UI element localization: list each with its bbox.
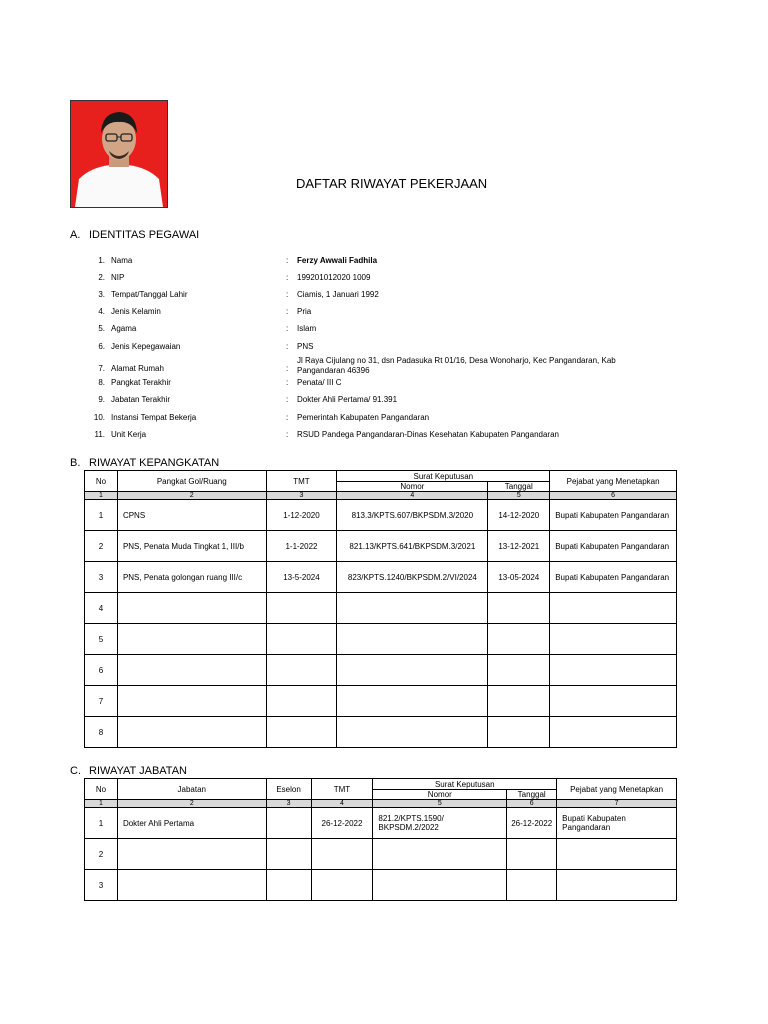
col-header-no: No — [85, 779, 118, 800]
identity-colon: : — [286, 273, 289, 282]
column-index-cell: 1 — [85, 492, 118, 500]
column-index-cell: 2 — [117, 800, 266, 808]
identity-number: 6. — [98, 342, 105, 351]
cell-pangkat: PNS, Penata golongan ruang III/c — [117, 562, 266, 593]
table-row — [85, 870, 677, 901]
cell-no: 6 — [85, 655, 118, 686]
identity-label: NIP — [111, 273, 125, 282]
page-title: DAFTAR RIWAYAT PEKERJAAN — [296, 176, 488, 191]
col-header-pangkat: Pangkat Gol/Ruang — [117, 471, 266, 492]
cell-pejabat — [557, 870, 677, 901]
column-index-cell: 5 — [488, 492, 550, 500]
cell-nomor: 821.2/KPTS.1590/ BKPSDM.2/2022 — [373, 808, 507, 839]
identity-row — [0, 256, 768, 274]
cell-pejabat — [557, 839, 677, 870]
identity-value: 199201012020 1009 — [297, 273, 371, 282]
identity-row — [0, 413, 768, 431]
cell-tanggal — [488, 686, 550, 717]
table-row — [85, 686, 677, 717]
cell-pejabat: Bupati Kabupaten Pangandaran — [550, 500, 677, 531]
identity-number: 10. — [93, 413, 105, 422]
cell-pangkat — [117, 624, 266, 655]
identity-number: 2. — [98, 273, 105, 282]
identity-label: Tempat/Tanggal Lahir — [111, 290, 188, 299]
cell-tmt — [266, 717, 337, 748]
cell-eselon — [266, 808, 311, 839]
col-header-tmt: TMT — [266, 471, 337, 492]
cell-tmt — [311, 870, 373, 901]
identity-value: Pemerintah Kabupaten Pangandaran — [297, 413, 430, 422]
identity-row — [0, 273, 768, 291]
cell-nomor — [337, 624, 488, 655]
cell-tanggal — [507, 870, 557, 901]
identity-colon: : — [286, 364, 289, 373]
identity-colon: : — [286, 307, 289, 316]
identity-number: 1. — [98, 256, 105, 265]
cell-tanggal — [488, 655, 550, 686]
col-header-eselon: Eselon — [266, 779, 311, 800]
cell-no: 8 — [85, 717, 118, 748]
cell-tmt — [266, 593, 337, 624]
cell-tmt — [311, 839, 373, 870]
cell-eselon — [266, 839, 311, 870]
cell-tanggal — [488, 717, 550, 748]
identity-number: 7. — [98, 364, 105, 373]
cell-pangkat — [117, 686, 266, 717]
table-row — [85, 531, 677, 562]
col-header-tanggal: Tanggal — [507, 790, 557, 800]
cell-pangkat — [117, 655, 266, 686]
identity-label: Pangkat Terakhir — [111, 378, 171, 387]
cell-nomor: 821.13/KPTS.641/BKPSDM.3/2021 — [337, 531, 488, 562]
table-row — [85, 839, 677, 870]
cell-tanggal: 13-12-2021 — [488, 531, 550, 562]
person-photo-icon — [70, 100, 168, 208]
identity-colon: : — [286, 378, 289, 387]
identity-value: Dokter Ahli Pertama/ 91.391 — [297, 395, 398, 404]
identity-colon: : — [286, 324, 289, 333]
cell-tmt — [266, 686, 337, 717]
identity-value: Islam — [297, 324, 317, 333]
column-index-cell: 4 — [311, 800, 373, 808]
identity-label: Alamat Rumah — [111, 364, 164, 373]
col-header-surat-keputusan: Surat Keputusan — [337, 471, 550, 482]
identity-colon: : — [286, 430, 289, 439]
column-index-row — [85, 492, 677, 500]
identity-row — [0, 356, 768, 374]
identity-colon: : — [286, 413, 289, 422]
kepangkatan-table — [84, 470, 677, 748]
column-index-cell: 6 — [550, 492, 677, 500]
cell-nomor — [337, 593, 488, 624]
col-header-tmt: TMT — [311, 779, 373, 800]
column-index-row — [85, 800, 677, 808]
cell-jabatan: Dokter Ahli Pertama — [117, 808, 266, 839]
cell-nomor: 813.3/KPTS.607/BKPSDM.3/2020 — [337, 500, 488, 531]
cell-nomor — [337, 717, 488, 748]
identity-colon: : — [286, 342, 289, 351]
cell-tmt: 1-1-2022 — [266, 531, 337, 562]
identity-label: Unit Kerja — [111, 430, 147, 439]
identity-value: Jl Raya Cijulang no 31, dsn Padasuka Rt 01/16, Desa Wonoharjo, Kec Pangandaran, Kab Pangandaran 46396 — [297, 356, 616, 375]
cell-jabatan — [117, 870, 266, 901]
col-header-surat-keputusan: Surat Keputusan — [373, 779, 557, 790]
cell-pejabat: Bupati Kabupaten Pangandaran — [550, 531, 677, 562]
column-index-cell: 2 — [117, 492, 266, 500]
identity-value: Pria — [297, 307, 312, 316]
column-index-cell: 3 — [266, 800, 311, 808]
cell-pejabat — [550, 593, 677, 624]
identity-value: Ciamis, 1 Januari 1992 — [297, 290, 379, 299]
cell-nomor — [373, 870, 507, 901]
cell-pejabat — [550, 717, 677, 748]
identity-label: Agama — [111, 324, 137, 333]
identity-row — [0, 430, 768, 448]
table-row — [85, 593, 677, 624]
col-header-jabatan: Jabatan — [117, 779, 266, 800]
identity-number: 5. — [98, 324, 105, 333]
cell-tanggal — [488, 593, 550, 624]
cell-pangkat: PNS, Penata Muda Tingkat 1, III/b — [117, 531, 266, 562]
cell-pangkat — [117, 717, 266, 748]
col-header-nomor: Nomor — [373, 790, 507, 800]
cell-no: 3 — [85, 562, 118, 593]
column-index-cell: 6 — [507, 800, 557, 808]
col-header-nomor: Nomor — [337, 482, 488, 492]
identity-value: RSUD Pandega Pangandaran-Dinas Kesehatan Kabupaten Pangandaran — [297, 430, 559, 439]
column-index-cell: 3 — [266, 492, 337, 500]
cell-eselon — [266, 870, 311, 901]
cell-tmt: 26-12-2022 — [311, 808, 373, 839]
cell-nomor — [373, 839, 507, 870]
column-index-cell: 5 — [373, 800, 507, 808]
identity-label: Jabatan Terakhir — [111, 395, 170, 404]
cell-tmt — [266, 655, 337, 686]
identity-row — [0, 324, 768, 342]
cell-jabatan — [117, 839, 266, 870]
cell-pangkat — [117, 593, 266, 624]
identity-value: PNS — [297, 342, 314, 351]
cell-tanggal: 14-12-2020 — [488, 500, 550, 531]
column-index-cell: 7 — [557, 800, 677, 808]
section-a-heading: A. IDENTITAS PEGAWAI — [70, 229, 200, 241]
cell-no: 7 — [85, 686, 118, 717]
cell-nomor — [337, 655, 488, 686]
cell-nomor — [337, 686, 488, 717]
table-row — [85, 624, 677, 655]
cell-tanggal — [488, 624, 550, 655]
identity-label: Jenis Kepegawaian — [111, 342, 181, 351]
cell-no: 4 — [85, 593, 118, 624]
table-row — [85, 500, 677, 531]
col-header-tanggal: Tanggal — [488, 482, 550, 492]
identity-value: Penata/ III C — [297, 378, 342, 387]
identity-number: 11. — [94, 430, 105, 439]
cell-nomor: 823/KPTS.1240/BKPSDM.2/VI/2024 — [337, 562, 488, 593]
section-b-heading: B. RIWAYAT KEPANGKATAN — [70, 457, 220, 469]
col-header-pejabat: Pejabat yang Menetapkan — [557, 779, 677, 800]
col-header-no: No — [85, 471, 118, 492]
identity-label: Instansi Tempat Bekerja — [111, 413, 197, 422]
identity-value: Ferzy Awwali Fadhila — [297, 256, 378, 265]
table-row — [85, 717, 677, 748]
jabatan-table — [84, 778, 677, 901]
identity-row — [0, 307, 768, 325]
cell-pejabat — [550, 624, 677, 655]
identity-number: 3. — [98, 290, 105, 299]
cell-pangkat: CPNS — [117, 500, 266, 531]
identity-number: 8. — [98, 378, 105, 387]
cell-pejabat: Bupati Kabupaten Pangandaran — [550, 562, 677, 593]
identity-colon: : — [286, 290, 289, 299]
identity-colon: : — [286, 256, 289, 265]
identity-number: 9. — [98, 395, 105, 404]
table-row — [85, 562, 677, 593]
cell-tanggal: 13-05-2024 — [488, 562, 550, 593]
table-row — [85, 655, 677, 686]
table-row — [85, 808, 677, 839]
cell-pejabat — [550, 686, 677, 717]
cell-no: 2 — [85, 531, 118, 562]
identity-label: Jenis Kelamin — [111, 307, 161, 316]
cell-pejabat — [550, 655, 677, 686]
col-header-pejabat: Pejabat yang Menetapkan — [550, 471, 677, 492]
cell-no: 2 — [85, 839, 118, 870]
section-c-heading: C. RIWAYAT JABATAN — [70, 765, 187, 777]
column-index-cell: 4 — [337, 492, 488, 500]
identity-colon: : — [286, 395, 289, 404]
cell-tmt — [266, 624, 337, 655]
identity-row — [0, 378, 768, 396]
cell-no: 3 — [85, 870, 118, 901]
cell-no: 5 — [85, 624, 118, 655]
cell-tanggal — [507, 839, 557, 870]
cell-tmt: 13-5-2024 — [266, 562, 337, 593]
cell-no: 1 — [85, 808, 118, 839]
identity-label: Nama — [111, 256, 133, 265]
column-index-cell: 1 — [85, 800, 118, 808]
identity-number: 4. — [98, 307, 105, 316]
cell-pejabat: Bupati Kabupaten Pangandaran — [557, 808, 677, 839]
cell-tanggal: 26-12-2022 — [507, 808, 557, 839]
cell-no: 1 — [85, 500, 118, 531]
identity-row — [0, 290, 768, 308]
cell-tmt: 1-12-2020 — [266, 500, 337, 531]
identity-row — [0, 395, 768, 413]
